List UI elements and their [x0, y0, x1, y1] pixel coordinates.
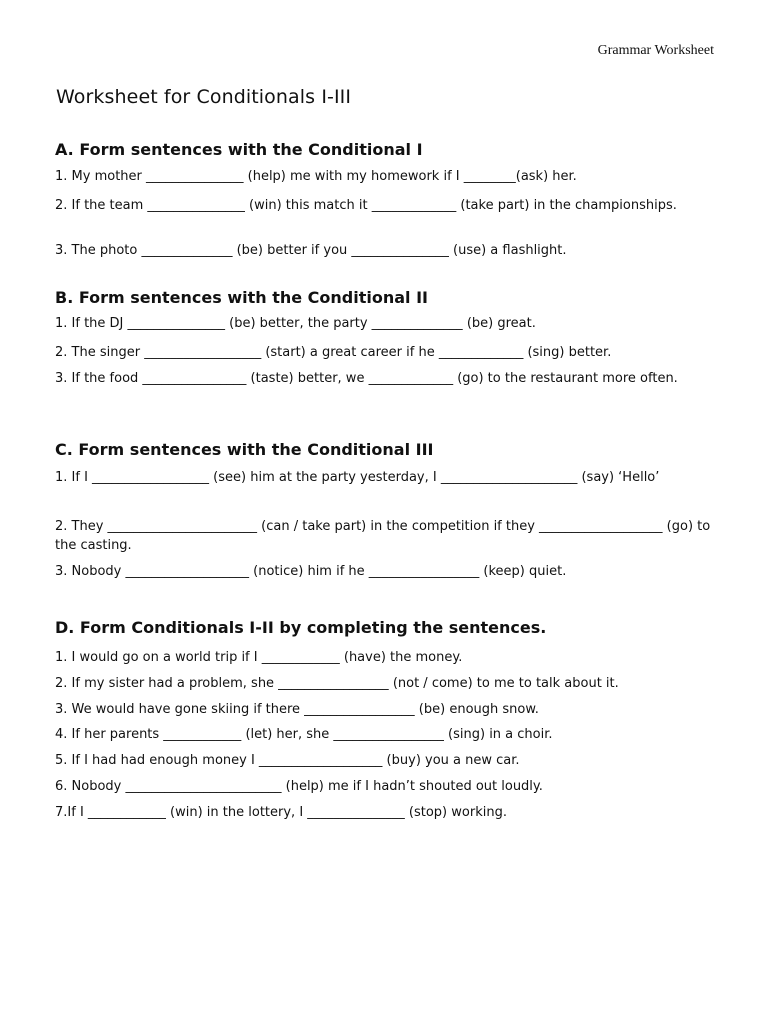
section-c-heading: C. Form sentences with the Conditional III [55, 440, 434, 459]
section-c-item-2: 2. They _______________________ (can / take part) in the competition if they ___________________ (go) to the casting. [55, 519, 715, 553]
section-d-item-1: 1. I would go on a world trip if I ____________ (have) the money. [55, 650, 463, 665]
worksheet-title: Worksheet for Conditionals I-III [56, 86, 352, 108]
section-a-heading: A. Form sentences with the Conditional I [55, 140, 423, 159]
section-d-heading: D. Form Conditionals I-II by completing the sentences. [55, 618, 547, 637]
section-d-item-6: 6. Nobody ________________________ (help) me if I hadn’t shouted out loudly. [55, 779, 543, 794]
section-d-item-7: 7.If I ____________ (win) in the lottery, I _______________ (stop) working. [55, 805, 507, 820]
section-a-item-2: 2. If the team _______________ (win) this match it _____________ (take part) in the championships. [55, 198, 677, 213]
header-label: Grammar Worksheet [597, 43, 714, 58]
section-b-item-2: 2. The singer __________________ (start) a great career if he _____________ (sing) better. [55, 345, 612, 360]
section-d-item-3: 3. We would have gone skiing if there _________________ (be) enough snow. [55, 702, 539, 717]
section-b-item-1: 1. If the DJ _______________ (be) better, the party ______________ (be) great. [55, 316, 536, 331]
section-d-item-4: 4. If her parents ____________ (let) her, she _________________ (sing) in a choir. [55, 727, 553, 742]
section-c-item-3: 3. Nobody ___________________ (notice) him if he _________________ (keep) quiet. [55, 564, 567, 579]
section-b-item-3: 3. If the food ________________ (taste) better, we _____________ (go) to the restaurant more often. [55, 371, 678, 386]
section-c-item-1: 1. If I __________________ (see) him at the party yesterday, I _____________________ (say) ‘Hello’ [55, 470, 660, 485]
section-a-item-1: 1. My mother _______________ (help) me with my homework if I ________(ask) her. [55, 169, 577, 184]
section-a-item-3: 3. The photo ______________ (be) better if you _______________ (use) a flashlight. [55, 243, 567, 258]
section-b-heading: B. Form sentences with the Conditional II [55, 288, 429, 307]
section-d-item-5: 5. If I had had enough money I ___________________ (buy) you a new car. [55, 753, 520, 768]
section-d-item-2: 2. If my sister had a problem, she _________________ (not / come) to me to talk about it. [55, 676, 619, 691]
